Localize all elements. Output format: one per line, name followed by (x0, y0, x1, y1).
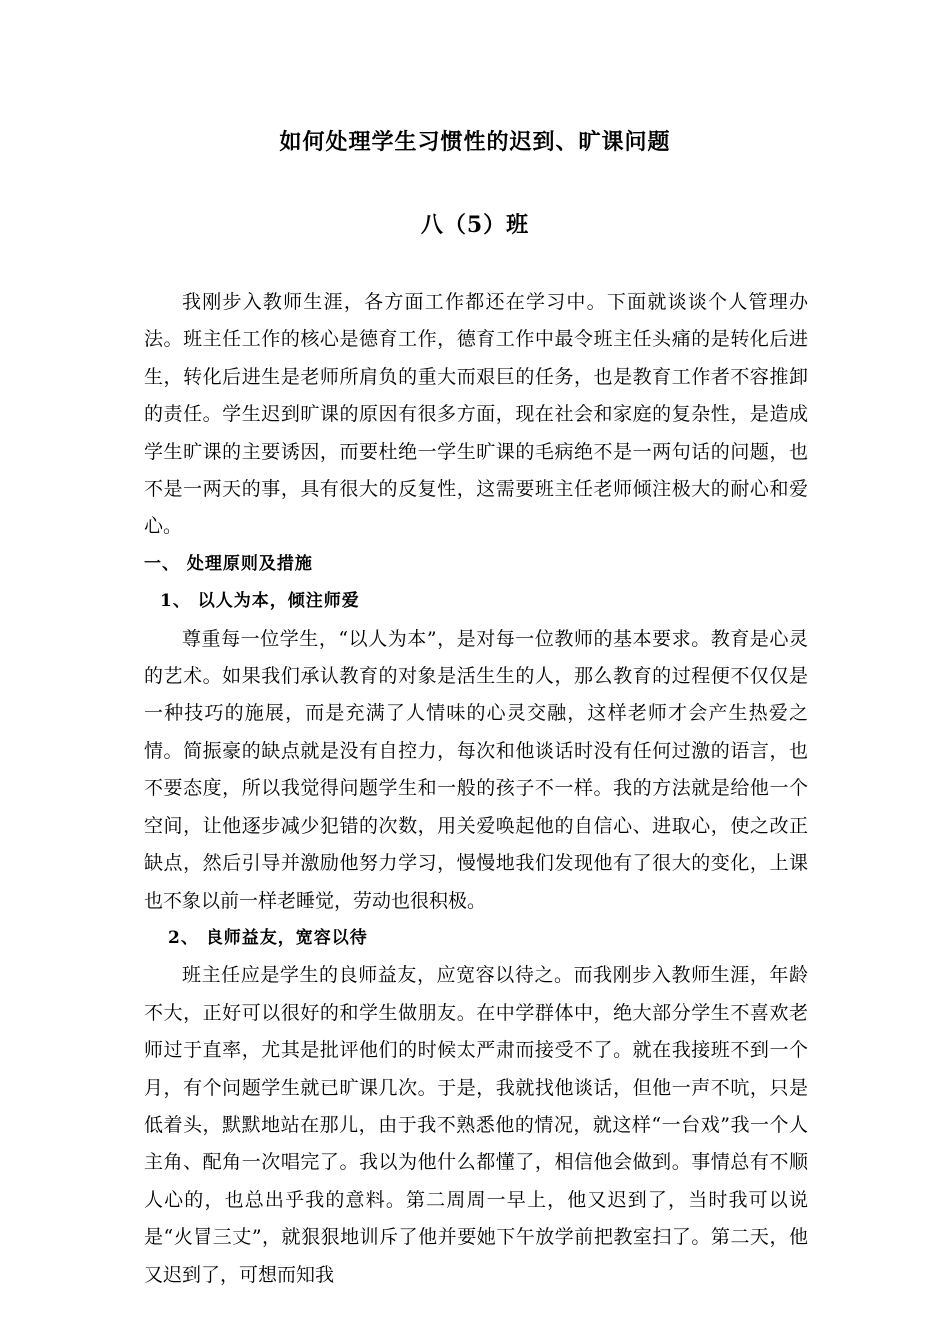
subsection-paragraph: 班主任应是学生的良师益友，应宽容以待之。而我刚步入教师生涯，年龄不大，正好可以很好的和学生做朋友。在中学群体中，绝大部分学生不喜欢老师过于直率，尤其是批评他们的时候太严肃而接受不了。就在我接班不到一个月，有个问题学生就已旷课几次。于是，我就找他谈话，但他一声不吭，只是低着头，默默地站在那儿，由于我不熟悉他的情况，就这样“一台戏”我一个人主角、配角一次唱完了。我以为他什么都懂了，相信他会做到。事情总有不顺人心的，也总出乎我的意料。第二周周一早上，他又迟到了，当时我可以说是“火冒三丈”，就狠狠地训斥了他并要她下午放学前把教室扫了。第二天，他又迟到了，可想而知我 (144, 964, 808, 1286)
document-body (144, 284, 808, 1294)
subsection-paragraph: 尊重每一位学生，“以人为本”，是对每一位教师的基本要求。教育是心灵的艺术。如果我们承认教育的对象是活生生的人，那么教育的过程便不仅仅是一种技巧的施展，而是充满了人情味的心灵交融，这样老师才会产生热爱之情。简振豪的缺点就是没有自控力，每次和他谈话时没有任何过激的语言，也不要态度，所以我觉得问题学生和一般的孩子不一样。我的方法就是给他一个空间，让他逐步减少犯错的次数，用关爱唤起他的自信心、进取心，使之改正缺点，然后引导并激励他努力学习，慢慢地我们发现他有了很大的变化，上课也不象以前一样老睡觉，劳动也很积极。 (144, 627, 808, 912)
subsection-heading: 1、 以人为本，倾注师爱 (160, 591, 360, 612)
document-subtitle: 八（5）班 (420, 212, 530, 238)
document-title: 如何处理学生习惯性的迟到、旷课问题 (279, 129, 671, 155)
section-heading: 一、 处理原则及措施 (144, 553, 313, 574)
subsection-heading: 2、 良师益友，宽容以待 (168, 927, 368, 948)
intro-paragraph: 我刚步入教师生涯，各方面工作都还在学习中。下面就谈谈个人管理办法。班主任工作的核心是德育工作，德育工作中最令班主任头痛的是转化后进生，转化后进生是老师所肩负的重大而艰巨的任务，也是教育工作者不容推卸的责任。学生迟到旷课的原因有很多方面，现在社会和家庭的复杂性，是造成学生旷课的主要诱因，而要杜绝一学生旷课的毛病绝不是一两句话的问题，也不是一两天的事，具有很大的反复性，这需要班主任老师倾注极大的耐心和爱心。 (144, 291, 808, 538)
